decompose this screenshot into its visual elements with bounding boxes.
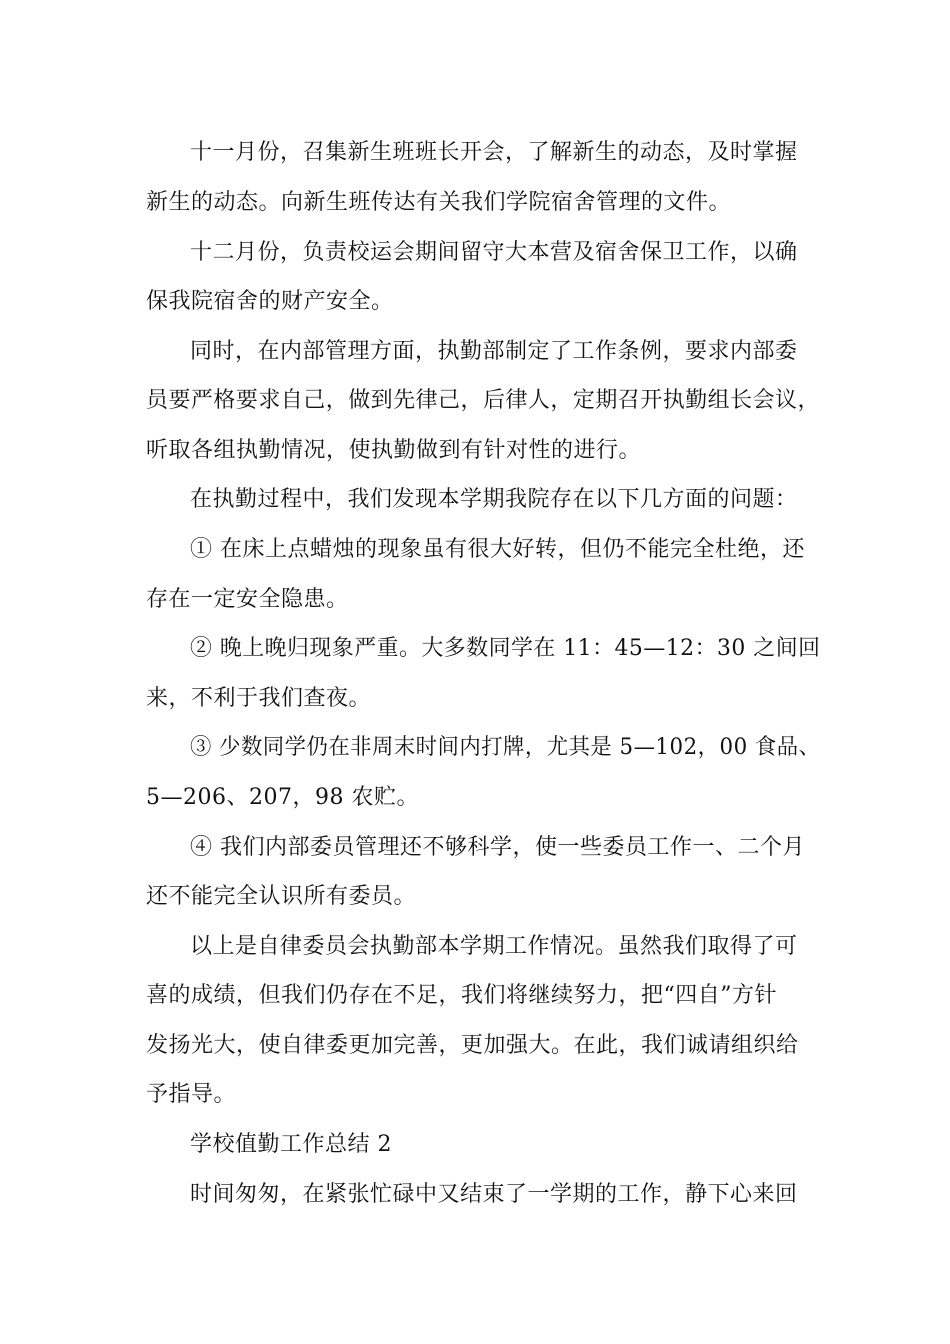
list-item-2: ② 晚上晚归现象严重。大多数同学在 11：45—12：30 之间回 — [190, 636, 821, 661]
list-item-4: ④ 我们内部委员管理还不够科学，使一些委员工作一、二个月 — [190, 835, 805, 860]
text-line: 在执勤过程中，我们发现本学期我院存在以下几方面的问题： — [190, 487, 798, 512]
text-line: 以上是自律委员会执勤部本学期工作情况。虽然我们取得了可 — [190, 934, 798, 959]
text-line: 听取各组执勤情况，使执勤做到有针对性的进行。 — [146, 438, 642, 463]
text-line: 同时，在内部管理方面，执勤部制定了工作条例，要求内部委 — [190, 339, 798, 364]
list-item-1: ① 在床上点蜡烛的现象虽有很大好转，但仍不能完全杜绝，还 — [190, 537, 805, 562]
text-line: 予指导。 — [146, 1082, 237, 1107]
text-line: 发扬光大，使自律委更加完善，更加强大。在此，我们诚请组织给 — [146, 1033, 799, 1058]
text-line: 来，不利于我们查夜。 — [146, 686, 372, 711]
text-line: 员要严格要求自己，做到先律己，后律人，定期召开执勤组长会议， — [146, 388, 821, 413]
text-line: 新生的动态。向新生班传达有关我们学院宿舍管理的文件。 — [146, 190, 732, 215]
section-heading: 学校值勤工作总结 2 — [190, 1132, 392, 1157]
text-line: 还不能完全认识所有委员。 — [146, 884, 417, 909]
text-line: 时间匆匆，在紧张忙碌中又结束了一学期的工作，静下心来回 — [190, 1182, 798, 1207]
text-line: 存在一定安全隐患。 — [146, 587, 349, 612]
text-line: 喜的成绩，但我们仍存在不足，我们将继续努力，把“四自”方针 — [146, 983, 777, 1008]
text-line: 保我院宿舍的财产安全。 — [146, 289, 394, 314]
text-line: 十一月份，召集新生班班长开会，了解新生的动态，及时掌握 — [190, 140, 798, 165]
text-line: 5—206、207，98 农贮。 — [146, 785, 419, 810]
list-item-3: ③ 少数同学仍在非周末时间内打牌，尤其是 5—102，00 食品、 — [190, 735, 821, 760]
text-line: 十二月份，负责校运会期间留守大本营及宿舍保卫工作，以确 — [190, 240, 798, 265]
